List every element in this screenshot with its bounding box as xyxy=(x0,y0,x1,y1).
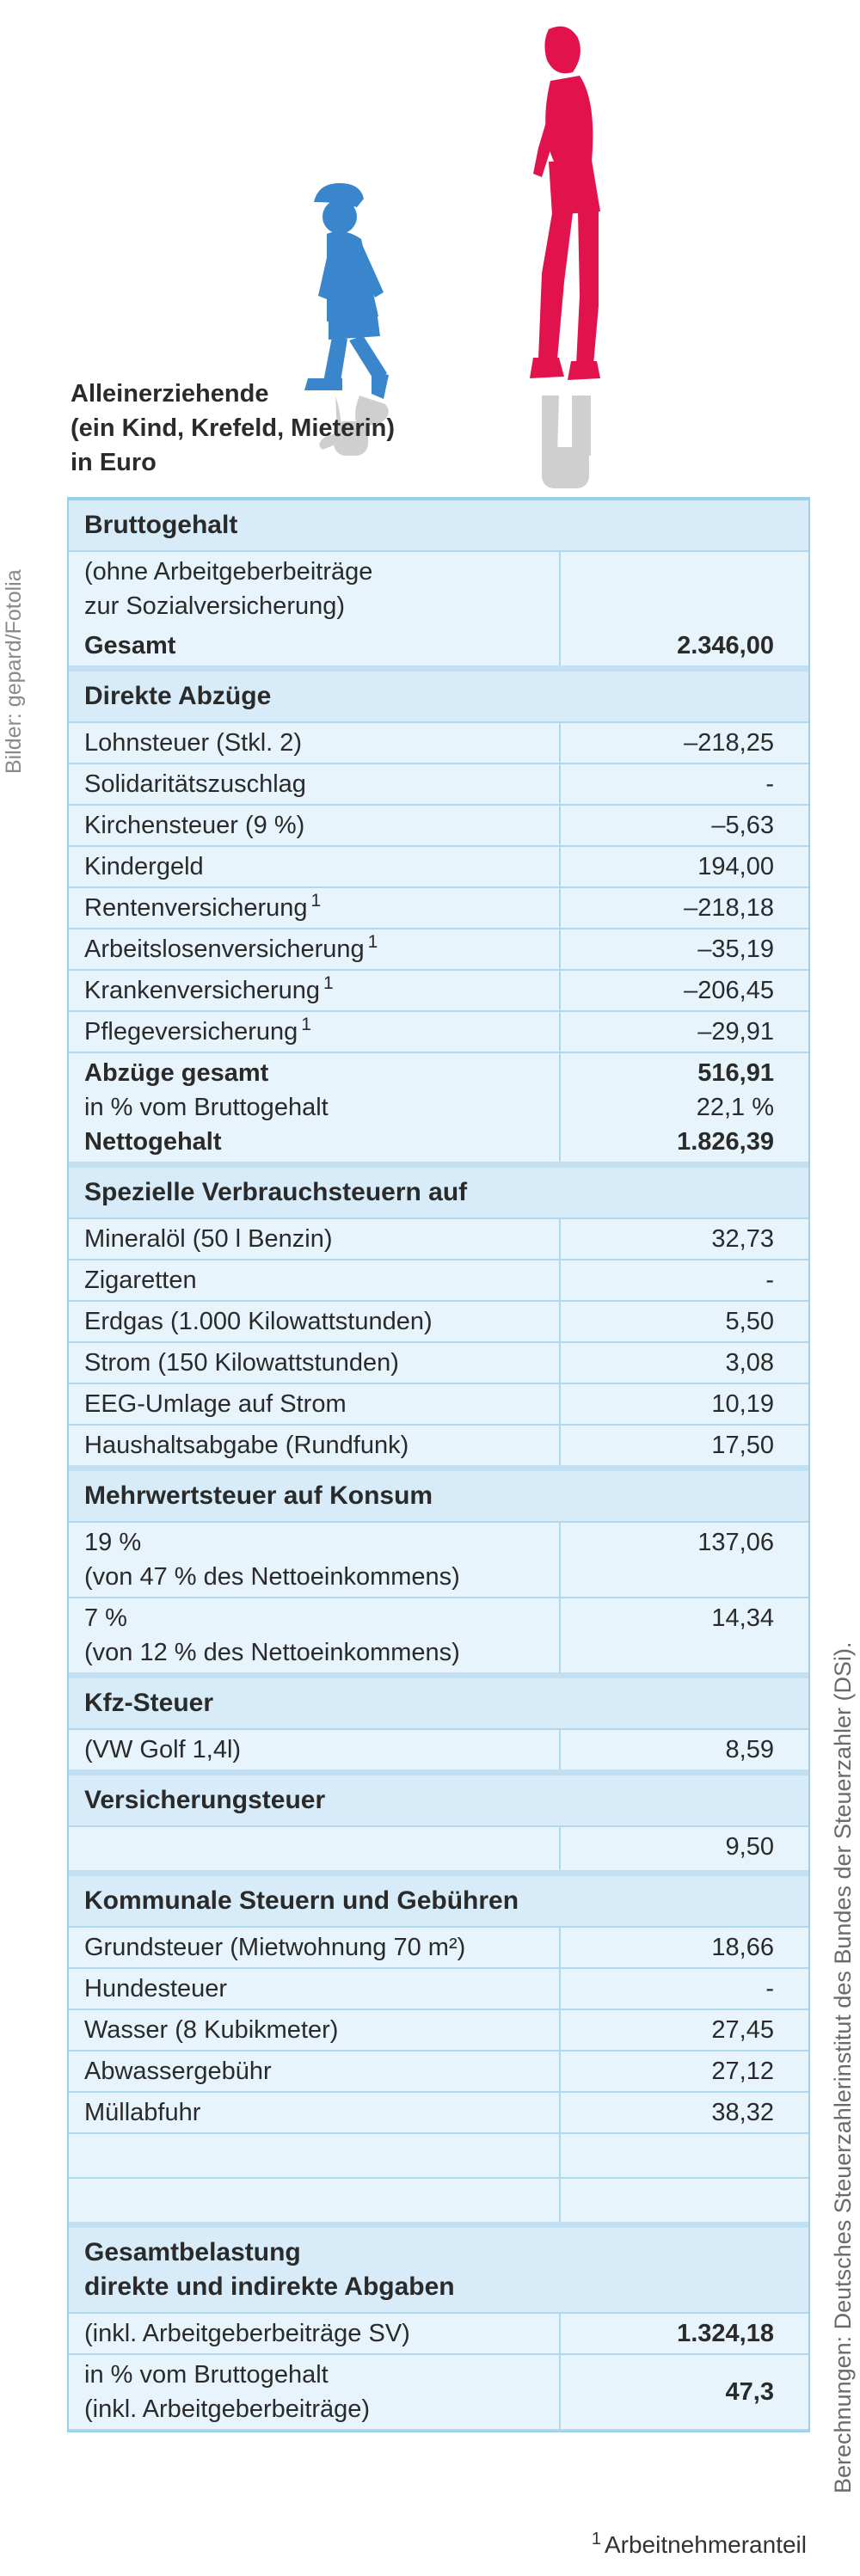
row-label xyxy=(69,1301,560,1342)
calculation-credit-text: Berechnungen: Deutsches Steuerzahlerinstitut des Bundes der Steuerzahler (DSi). xyxy=(830,1641,856,2493)
subject-line-1: Alleinerziehende xyxy=(71,380,269,408)
row-label-text: Strom (150 Kilowattstunden) xyxy=(84,1349,399,1377)
brutto-note-1: (ohne Arbeitgeberbeiträge xyxy=(84,558,373,586)
kommunal-rows xyxy=(69,1927,808,2133)
section-header-direkt xyxy=(69,669,808,723)
row-label-text: Solidaritätszuschlag xyxy=(84,770,306,798)
row-value: 10,19 xyxy=(560,1383,808,1425)
net-salary-value: 1.826,39 xyxy=(677,1128,774,1156)
row-label-text: Rentenversicherung xyxy=(84,894,308,922)
image-credit xyxy=(0,490,28,774)
table-row xyxy=(69,2133,808,2178)
total-pct-label-1: in % vom Bruttogehalt xyxy=(84,2361,329,2389)
row-label-line-1: 7 % xyxy=(84,1604,127,1632)
row-value: –29,91 xyxy=(560,1011,808,1052)
row-label xyxy=(69,1598,560,1676)
row-value: 17,50 xyxy=(560,1425,808,1469)
row-label xyxy=(69,929,560,970)
net-salary-label: Nettogehalt xyxy=(84,1128,222,1156)
row-label-text: Kirchensteuer (9 %) xyxy=(84,812,305,839)
row-label xyxy=(69,805,560,846)
row-label-text: Zigaretten xyxy=(84,1267,197,1294)
row-label-text: Erdgas (1.000 Kilowattstunden) xyxy=(84,1308,433,1335)
table-row xyxy=(69,2009,808,2051)
row-label xyxy=(69,1383,560,1425)
row-label xyxy=(69,2133,560,2178)
row-label xyxy=(69,1052,560,1165)
mother-figure xyxy=(530,27,600,380)
section-header-vers xyxy=(69,1773,808,1827)
section-title xyxy=(69,2225,808,2314)
table-row xyxy=(69,805,808,846)
row-label: (inkl. Arbeitgeberbeiträge SV) xyxy=(69,2313,560,2354)
table-row xyxy=(69,1218,808,1260)
deductions-total-label: Abzüge gesamt xyxy=(84,1059,269,1087)
deductions-total-value: 516,91 xyxy=(697,1059,774,1087)
section-title: Spezielle Verbrauchsteuern auf xyxy=(69,1165,808,1219)
table-row xyxy=(69,1968,808,2009)
table-row xyxy=(69,1383,808,1425)
image-credit-text: Bilder: gepard/Fotolia xyxy=(2,569,26,774)
row-value: –206,45 xyxy=(560,970,808,1011)
section-title: Versicherungsteuer xyxy=(69,1773,808,1827)
row-value: 194,00 xyxy=(560,846,808,887)
row-label xyxy=(69,2354,560,2430)
table-row xyxy=(69,2313,808,2354)
section-title: Kommunale Steuern und Gebühren xyxy=(69,1874,808,1928)
table-row xyxy=(69,1011,808,1052)
table-row xyxy=(69,2051,808,2092)
row-value: 3,08 xyxy=(560,1342,808,1383)
row-label xyxy=(69,1826,560,1874)
footnote-marker: 1 xyxy=(367,932,378,953)
row-label xyxy=(69,1218,560,1260)
section-title: Kfz-Steuer xyxy=(69,1676,808,1730)
row-value: –218,18 xyxy=(560,887,808,929)
section-header-mwst xyxy=(69,1469,808,1523)
row-label-text: Krankenversicherung xyxy=(84,977,321,1004)
total-title-1: Gesamtbelastung xyxy=(84,2238,301,2266)
row-value xyxy=(560,2133,808,2178)
row-label-text: Abwassergebühr xyxy=(84,2058,272,2085)
row-label-line-2: (von 47 % des Nettoeinkommens) xyxy=(84,1563,460,1591)
brutto-total-value: 2.346,00 xyxy=(560,551,808,669)
section-title: Direkte Abzüge xyxy=(69,669,808,723)
table-row xyxy=(69,551,808,669)
section-header-verbrauch xyxy=(69,1165,808,1219)
table-row xyxy=(69,2354,808,2430)
row-label-text: Arbeitslosenversicherung xyxy=(84,935,365,963)
verbrauch-rows xyxy=(69,1218,808,1469)
footnote-marker: 1 xyxy=(310,891,322,911)
total-burden-value: 1.324,18 xyxy=(560,2313,808,2354)
row-value xyxy=(560,1052,808,1165)
row-label xyxy=(69,2051,560,2092)
brutto-total-label: Gesamt xyxy=(84,632,176,659)
subject-line-3: in Euro xyxy=(71,449,157,476)
subject-heading xyxy=(71,377,518,480)
table-row xyxy=(69,1301,808,1342)
row-label xyxy=(69,887,560,929)
table-row xyxy=(69,1826,808,1874)
table-row xyxy=(69,764,808,805)
row-label xyxy=(69,551,560,669)
row-label xyxy=(69,1522,560,1598)
row-label xyxy=(69,722,560,764)
calculation-credit xyxy=(827,1500,858,2493)
table-row xyxy=(69,2178,808,2225)
footnote-mark: 1 xyxy=(591,2529,601,2548)
table-row xyxy=(69,846,808,887)
row-value: 32,73 xyxy=(560,1218,808,1260)
row-label xyxy=(69,1968,560,2009)
row-label xyxy=(69,970,560,1011)
deductions-pct-value: 22,1 % xyxy=(696,1094,774,1121)
row-value: –218,25 xyxy=(560,722,808,764)
row-value: 27,45 xyxy=(560,2009,808,2051)
row-label xyxy=(69,1260,560,1301)
row-value: 14,34 xyxy=(560,1598,808,1676)
row-value: - xyxy=(560,764,808,805)
row-label xyxy=(69,2092,560,2133)
row-label xyxy=(69,1927,560,1968)
row-value: –35,19 xyxy=(560,929,808,970)
section-header-kommunal xyxy=(69,1874,808,1928)
row-label-line-1: 19 % xyxy=(84,1529,142,1556)
row-label-text: Haushaltsabgabe (Rundfunk) xyxy=(84,1432,409,1459)
section-title: Bruttogehalt xyxy=(69,500,808,551)
table-row xyxy=(69,1522,808,1598)
section-header-gesamt xyxy=(69,2225,808,2314)
row-label xyxy=(69,2009,560,2051)
row-value: 27,12 xyxy=(560,2051,808,2092)
row-value: 8,59 xyxy=(560,1729,808,1773)
table-row xyxy=(69,2092,808,2133)
row-value: - xyxy=(560,1968,808,2009)
table-row xyxy=(69,970,808,1011)
footnote xyxy=(588,2531,807,2559)
subject-line-2: (ein Kind, Krefeld, Mieterin) xyxy=(71,414,396,442)
table-row xyxy=(69,722,808,764)
row-label-text: EEG-Umlage auf Strom xyxy=(84,1390,347,1418)
table-row xyxy=(69,1598,808,1676)
table-row xyxy=(69,1729,808,1773)
row-label xyxy=(69,1011,560,1052)
section-header-brutto xyxy=(69,500,808,551)
row-label-text: Pflegeversicherung xyxy=(84,1018,298,1046)
child-figure xyxy=(304,183,389,399)
total-pct-value: 47,3 xyxy=(560,2354,808,2430)
row-label-text: Lohnsteuer (Stkl. 2) xyxy=(84,729,303,757)
footnote-text: Arbeitnehmeranteil xyxy=(604,2531,807,2558)
row-value: 38,32 xyxy=(560,2092,808,2133)
row-label-text: Mineralöl (50 l Benzin) xyxy=(84,1225,333,1253)
brutto-note-2: zur Sozialversicherung) xyxy=(84,592,346,620)
row-label xyxy=(69,764,560,805)
row-value: 18,66 xyxy=(560,1927,808,1968)
row-label xyxy=(69,1425,560,1469)
row-label xyxy=(69,846,560,887)
row-label-text: Grundsteuer (Mietwohnung 70 m²) xyxy=(84,1934,466,1961)
row-label-text: Hundesteuer xyxy=(84,1975,228,2003)
row-label-text: Müllabfuhr xyxy=(84,2099,201,2126)
row-value: 5,50 xyxy=(560,1301,808,1342)
mwst-rows xyxy=(69,1522,808,1676)
row-label: (VW Golf 1,4l) xyxy=(69,1729,560,1773)
section-title: Mehrwertsteuer auf Konsum xyxy=(69,1469,808,1523)
total-pct-label-2: (inkl. Arbeitgeberbeiträge) xyxy=(84,2395,371,2423)
row-label xyxy=(69,2178,560,2225)
row-value: 9,50 xyxy=(560,1826,808,1874)
deductions-pct-label: in % vom Bruttogehalt xyxy=(84,1094,329,1121)
row-value xyxy=(560,2178,808,2225)
row-label-line-2: (von 12 % des Nettoeinkommens) xyxy=(84,1639,460,1666)
total-title-2: direkte und indirekte Abgaben xyxy=(84,2272,455,2301)
table-row xyxy=(69,1260,808,1301)
row-label-text: Wasser (8 Kubikmeter) xyxy=(84,2016,339,2044)
tax-burden-table xyxy=(69,499,808,2431)
row-label-text: Kindergeld xyxy=(84,853,204,880)
row-value: –5,63 xyxy=(560,805,808,846)
table-row xyxy=(69,929,808,970)
table-row xyxy=(69,1927,808,1968)
row-value: 137,06 xyxy=(560,1522,808,1598)
table-row xyxy=(69,887,808,929)
table-row xyxy=(69,1425,808,1469)
row-label xyxy=(69,1342,560,1383)
table-row xyxy=(69,1342,808,1383)
row-value: - xyxy=(560,1260,808,1301)
footnote-marker: 1 xyxy=(301,1015,311,1035)
direkt-rows xyxy=(69,722,808,1052)
section-header-kfz xyxy=(69,1676,808,1730)
footnote-marker: 1 xyxy=(323,973,334,994)
table-row xyxy=(69,1052,808,1165)
